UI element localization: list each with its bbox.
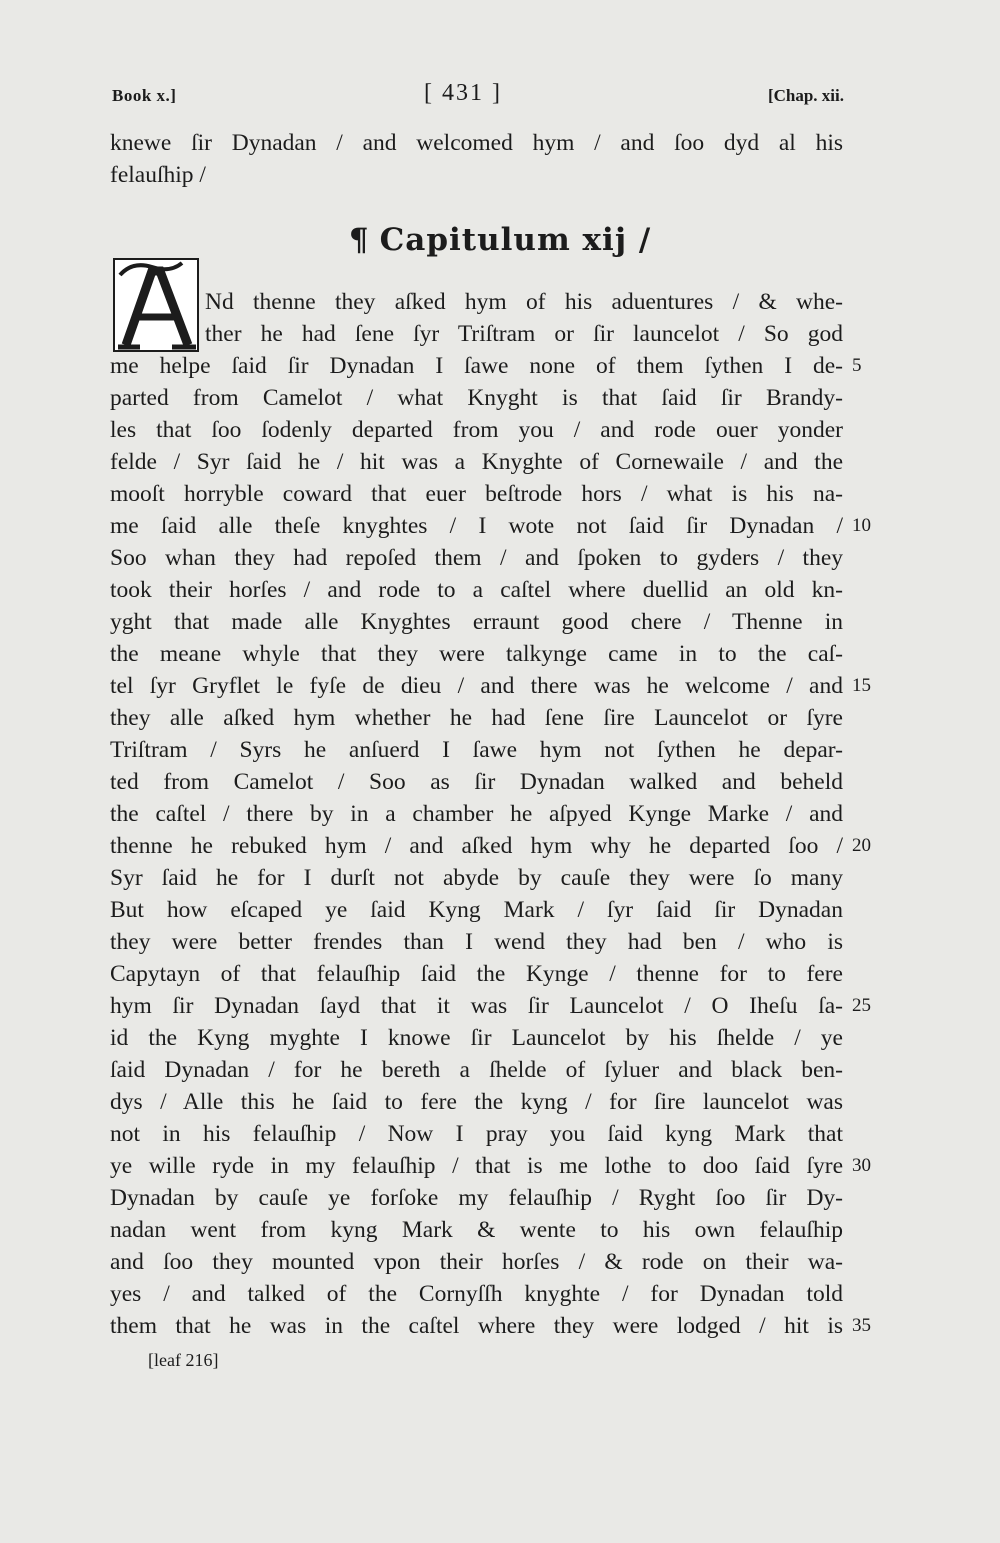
text-line: Capytayn of that felauſhip ſaid the Kynge / thenne for to fere [110,961,843,987]
text-line: took their horſes / and rode to a caſtel where duellid an old kn- [110,577,843,603]
text-line: les that ſoo ſodenly departed from you / and rode ouer yonder [110,417,843,443]
text-line: hym ſir Dynadan ſayd that it was ſir Launcelot / O Iheſu ſa- [110,993,843,1019]
text-line: tel ſyr Gryflet le fyſe de dieu / and there was he welcome / and [110,673,843,699]
text-line: me ſaid alle theſe knyghtes / I wote not ſaid ſir Dynadan / [110,513,843,539]
text-line: yes / and talked of the Cornyſſh knyghte / for Dynadan told [110,1281,843,1307]
line-number: 25 [852,995,871,1016]
text-line: not in his felauſhip / Now I pray you ſaid kyng Mark that [110,1121,843,1147]
text-line: they alle aſked hym whether he had ſene ſire Launcelot or ſyre [110,705,843,731]
text-line: knewe ſir Dynadan / and welcomed hym / and ſoo dyd al his [110,130,843,156]
text-line: Nd thenne they aſked hym of his aduentures / & whe- [205,289,843,315]
text-line: they were better frendes than I wend they had ben / who is [110,929,843,955]
text-line: mooſt horryble coward that euer beſtrode hors / what is his na- [110,481,843,507]
text-line: felde / Syr ſaid he / hit was a Knyghte of Cornewaile / and the [110,449,843,475]
text-line: nadan went from kyng Mark & wente to his own felauſhip [110,1217,843,1243]
text-line: But how eſcaped ye ſaid Kyng Mark / ſyr ſaid ſir Dynadan [110,897,843,923]
text-line: thenne he rebuked hym / and aſked hym why he departed ſoo / [110,833,843,859]
text-line: felauſhip / [110,162,206,188]
text-line: and ſoo they mounted vpon their horſes / & rode on their wa- [110,1249,843,1275]
leaf-note: [leaf 216] [148,1350,219,1370]
text-line: id the Kyng myghte I knowe ſir Launcelot by his ſhelde / ye [110,1025,843,1051]
pilcrow-mark: ¶ [348,222,370,258]
chapter-title: Capitulum xij / [379,222,652,258]
text-line: them that he was in the caſtel where they were lodged / hit is [110,1313,843,1339]
text-line: the caſtel / there by in a chamber he aſpyed Kynge Marke / and [110,801,843,827]
text-line: ted from Camelot / Soo as ſir Dynadan walked and beheld [110,769,843,795]
text-line: Triſtram / Syrs he anſuerd I ſawe hym not ſythen he depar- [110,737,843,763]
text-line: me helpe ſaid ſir Dynadan I ſawe none of them ſythen I de- [110,353,843,379]
running-head-chapter: [Chap. xii. [767,86,844,105]
page-number: [ 431 ] [424,80,502,106]
text-line: ther he had ſene ſyr Triſtram or ſir launcelot / So god [205,321,843,347]
text-line: Soo whan they had repoſed them / and ſpoken to gyders / they [110,545,843,571]
line-number: 10 [852,515,871,536]
line-number: 35 [852,1315,871,1336]
running-head-book: Book x.] [112,86,177,105]
text-line: parted from Camelot / what Knyght is that ſaid ſir Brandy- [110,385,843,411]
line-number: 30 [852,1155,871,1176]
text-line: the meane whyle that they were talkynge came in to the caſ- [110,641,843,667]
line-number: 20 [852,835,871,856]
text-line: Dynadan by cauſe ye forſoke my felauſhip / Ryght ſoo ſir Dy- [110,1185,843,1211]
text-line: dys / Alle this he ſaid to fere the kyng / for ſire launcelot was [110,1089,843,1115]
text-line: ye wille ryde in my felauſhip / that is me lothe to doo ſaid ſyre [110,1153,843,1179]
text-line: Syr ſaid he for I durſt not abyde by cauſe they were ſo many [110,865,843,891]
line-number: 15 [852,675,871,696]
initial-letter: A [148,317,164,342]
line-number: 5 [852,355,862,376]
decorated-initial-icon [112,257,200,353]
text-line: yght that made alle Knyghtes erraunt good chere / Thenne in [110,609,843,635]
text-line: ſaid Dynadan / for he bereth a ſhelde of ſyluer and black ben- [110,1057,843,1083]
chapter-heading [0,222,1000,258]
